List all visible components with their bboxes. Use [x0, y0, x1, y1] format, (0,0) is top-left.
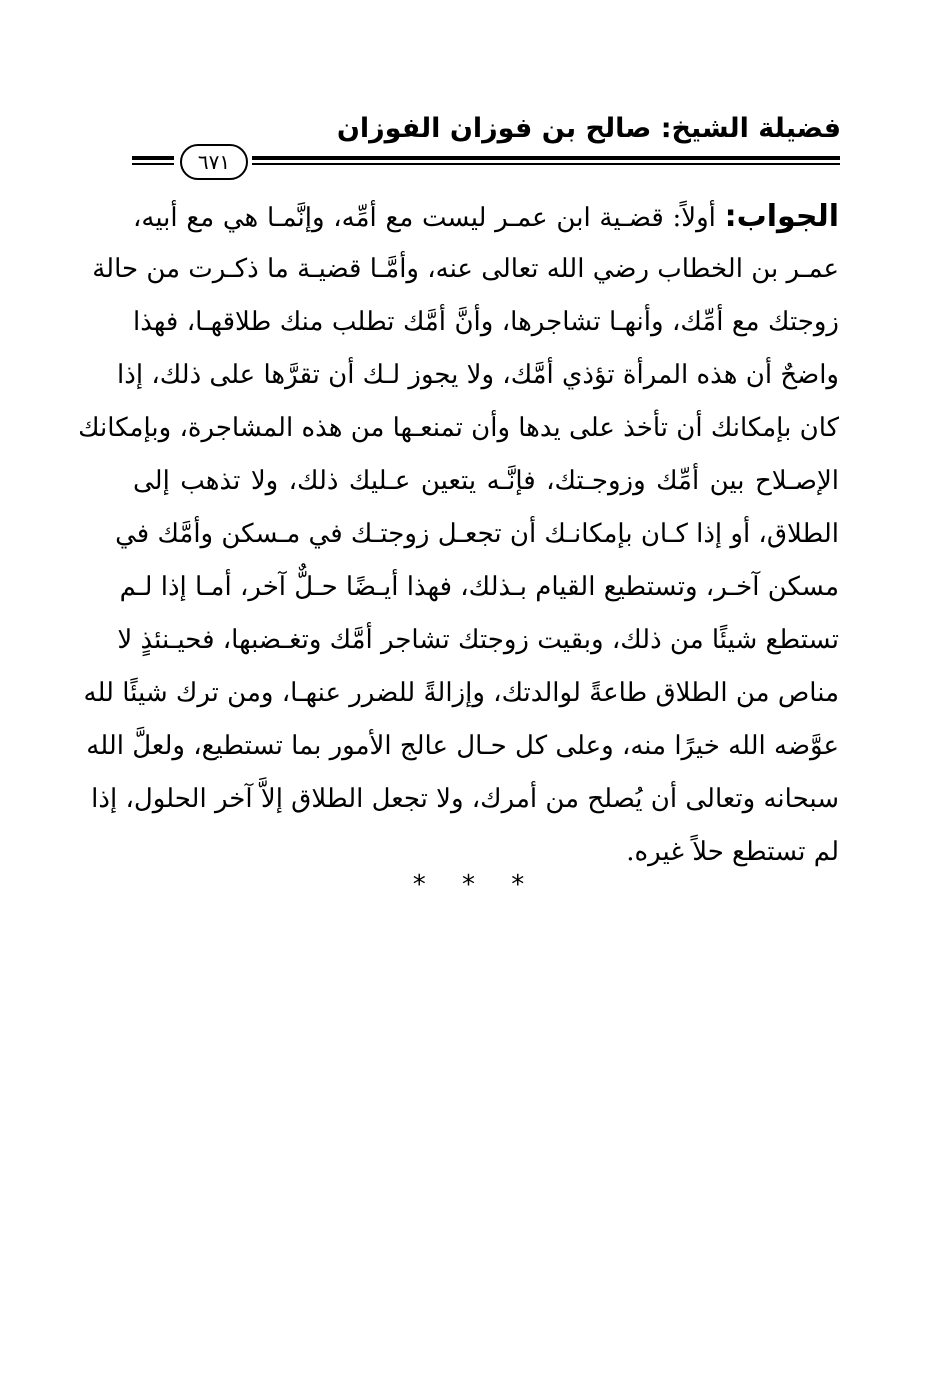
running-header-title: فضيلة الشيخ: صالح بن فوزان الفوزان [336, 113, 841, 144]
body-line-5: كان بإمكانك أن تأخذ على يدها وأن تمنعـها من هذه المشاجرة، وبإمكانك [78, 413, 839, 443]
body-line-3: زوجتك مع أمِّك، وأنهـا تشاجرها، وأنَّ أمَّك تطلب منك طلاقهـا، فهذا [133, 307, 839, 337]
section-separator: * * * [412, 870, 539, 900]
body-line-10: مناص من الطلاق طاعةً لوالدتك، وإزالةً للضرر عنهـا، ومن ترك شيئًا لله [83, 678, 839, 708]
page-number: ٦٧١ [180, 144, 248, 180]
body-line-8: مسكن آخـر، وتستطيع القيام بـذلك، فهذا أيـضًا حـلٌّ آخر، أمـا إذا لـم [119, 572, 839, 602]
body-line-4: واضحٌ أن هذه المرأة تؤذي أمَّك، ولا يجوز لـك أن تقرَّها على ذلك، إذا [117, 360, 839, 390]
body-line-7: الطلاق، أو إذا كـان بإمكانـك أن تجعـل زوجتـك في مـسكن وأمَّك في [115, 519, 839, 549]
answer-body [78, 190, 839, 879]
body-line-6: الإصـلاح بين أمِّك وزوجـتك، فإنَّـه يتعين عـليك ذلك، ولا تذهب إلى [133, 466, 839, 496]
answer-label: الجواب: [724, 199, 839, 234]
body-line-11: عوَّضه الله خيرًا منه، وعلى كل حـال عالج الأمور بما تستطيع، ولعلَّ الله [86, 731, 839, 761]
body-line-1 [133, 190, 839, 243]
body-line-12: سبحانه وتعالى أن يُصلح من أمرك، ولا تجعل الطلاق إلاَّ آخر الحلول، إذا [91, 784, 839, 814]
body-line-1-text: أولاً: قضـية ابن عمـر ليست مع أمِّه، وإنَّمـا هي مع أبيه، [133, 203, 725, 233]
body-line-2: عمـر بن الخطاب رضي الله تعالى عنه، وأمَّـا قضيـة ما ذكـرت من حالة [92, 254, 839, 284]
body-line-9: تستطع شيئًا من ذلك، وبقيت زوجتك تشاجر أمَّك وتغـضبها، فحيـنئذٍ لا [117, 625, 839, 655]
body-line-13: لم تستطع حلاً غيره. [626, 837, 839, 867]
